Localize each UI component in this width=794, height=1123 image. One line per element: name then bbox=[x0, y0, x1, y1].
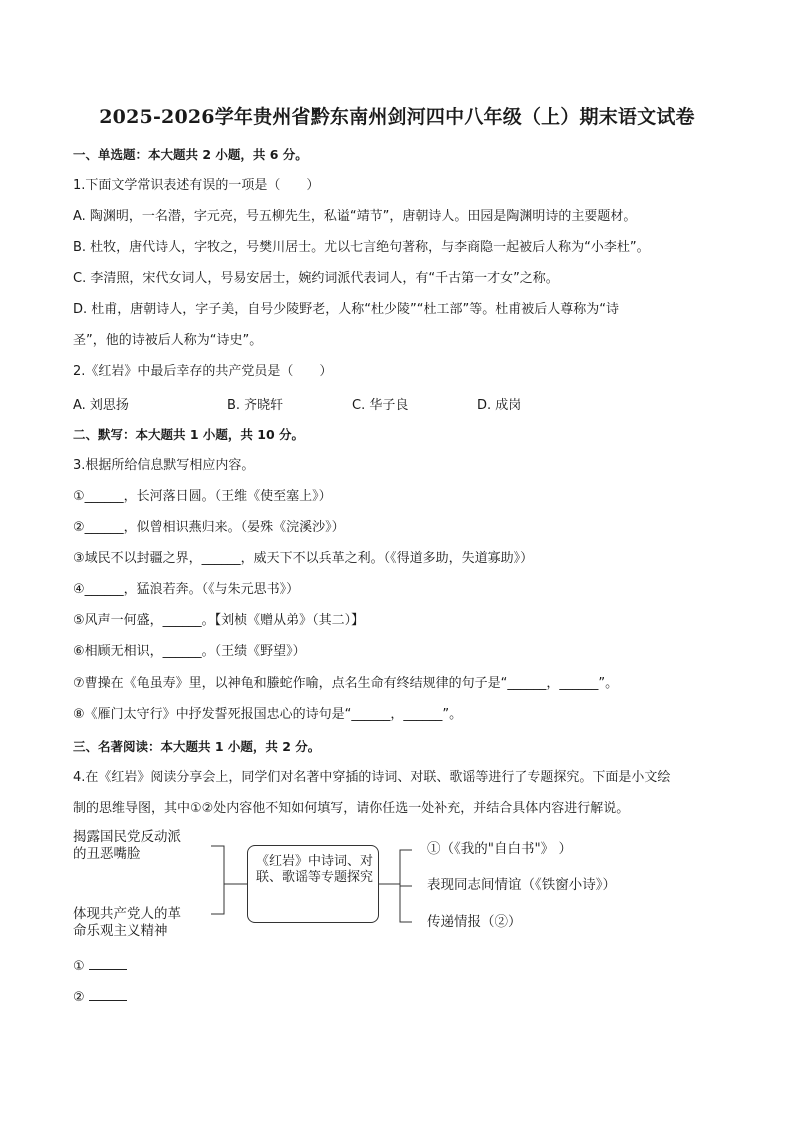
question-3-item-5[interactable]: ⑤风声一何盛，______。【刘桢《赠从弟》（其二）】 bbox=[73, 613, 365, 628]
question-1-option-d-continued: 圣”，他的诗被后人称为“诗史”。 bbox=[73, 333, 263, 348]
mind-map-branch-2: 表现同志间情谊（《铁窗小诗》） bbox=[427, 877, 616, 893]
answer-1-label: ① bbox=[73, 959, 85, 974]
question-2-options bbox=[73, 394, 633, 412]
question-1-option-c[interactable]: C. 李清照，宋代女词人，号易安居士，婉约词派代表词人，有“千古第一才女”之称。 bbox=[73, 271, 559, 286]
question-3-item-4[interactable]: ④______，猛浪若奔。（《与朱元思书》） bbox=[73, 582, 300, 597]
question-3-item-8[interactable]: ⑧《雁门太守行》中抒发誓死报国忠心的诗句是“______，______”。 bbox=[73, 707, 463, 722]
mind-map-branch-1[interactable]: ①（《我的"自白书"》 ） bbox=[427, 841, 572, 857]
answer-1-blank[interactable] bbox=[89, 957, 127, 970]
question-4-stem-line-1: 4.在《红岩》阅读分享会上，同学们对名著中穿插的诗词、对联、歌谣等进行了专题探究。下面是小文绘 bbox=[73, 770, 671, 785]
question-2-option-a[interactable]: A. 刘思扬 bbox=[73, 398, 129, 413]
question-3-stem: 3.根据所给信息默写相应内容。 bbox=[73, 458, 255, 473]
answer-2-blank[interactable] bbox=[89, 988, 127, 1001]
answer-2-label: ② bbox=[73, 990, 85, 1005]
question-3-item-2[interactable]: ②______，似曾相识燕归来。（晏殊《浣溪沙》） bbox=[73, 520, 345, 535]
question-2-stem: 2.《红岩》中最后幸存的共产党员是（ ） bbox=[73, 364, 333, 379]
section-heading-2: 二、默写：本大题共 1 小题，共 10 分。 bbox=[73, 427, 305, 442]
answer-line-2[interactable] bbox=[73, 988, 127, 1007]
mind-map-left-top-line-1: 揭露国民党反动派 bbox=[73, 829, 181, 845]
mind-map-center-text: 《红岩》中诗词、对联、歌谣等专题探究 bbox=[256, 854, 374, 885]
section-heading-3: 三、名著阅读：本大题共 1 小题，共 2 分。 bbox=[73, 739, 321, 754]
question-2-option-c[interactable]: C. 华子良 bbox=[352, 398, 409, 413]
question-1-option-b[interactable]: B. 杜牧，唐代诗人，字牧之，号樊川居士。尤以七言绝句著称，与李商隐一起被后人称为“小李杜”。 bbox=[73, 240, 650, 255]
question-1-option-d[interactable]: D. 杜甫，唐朝诗人，字子美，自号少陵野老，人称“杜少陵”“杜工部”等。杜甫被后人尊称为“诗 bbox=[73, 302, 619, 317]
mind-map-left-bottom-line-2: 命乐观主义精神 bbox=[73, 923, 168, 939]
question-2-option-b[interactable]: B. 齐晓轩 bbox=[227, 398, 284, 413]
section-heading-1: 一、单选题：本大题共 2 小题，共 6 分。 bbox=[73, 147, 308, 162]
question-4-stem-line-2: 制的思维导图，其中①②处内容他不知如何填写，请你任选一处补充，并结合具体内容进行解说。 bbox=[73, 801, 630, 816]
mind-map-left-bottom-line-1: 体现共产党人的革 bbox=[73, 906, 181, 922]
page-title: 2025-2026学年贵州省黔东南州剑河四中八年级（上）期末语文试卷 bbox=[99, 106, 695, 128]
mind-map-branch-3[interactable]: 传递情报（②） bbox=[427, 914, 522, 930]
question-3-item-7[interactable]: ⑦曹操在《龟虽寿》里，以神龟和螣蛇作喻，点名生命有终结规律的句子是“______，______”。 bbox=[73, 676, 619, 691]
answer-line-1[interactable] bbox=[73, 957, 127, 976]
question-1-stem: 1.下面文学常识表述有误的一项是（ ） bbox=[73, 178, 320, 193]
question-3-item-3[interactable]: ③域民不以封疆之界，______，威天下不以兵革之利。（《得道多助，失道寡助》） bbox=[73, 551, 534, 566]
question-2-option-d[interactable]: D. 成岗 bbox=[477, 398, 522, 413]
mind-map-left-top-line-2: 的丑恶嘴脸 bbox=[73, 846, 141, 862]
question-3-item-6[interactable]: ⑥相顾无相识，______。（王绩《野望》） bbox=[73, 644, 306, 659]
question-3-item-1[interactable]: ①______，长河落日圆。（王维《使至塞上》） bbox=[73, 489, 332, 504]
question-1-option-a[interactable]: A. 陶渊明，一名潜，字元亮，号五柳先生，私谥“靖节”，唐朝诗人。田园是陶渊明诗的主要题材。 bbox=[73, 209, 637, 224]
